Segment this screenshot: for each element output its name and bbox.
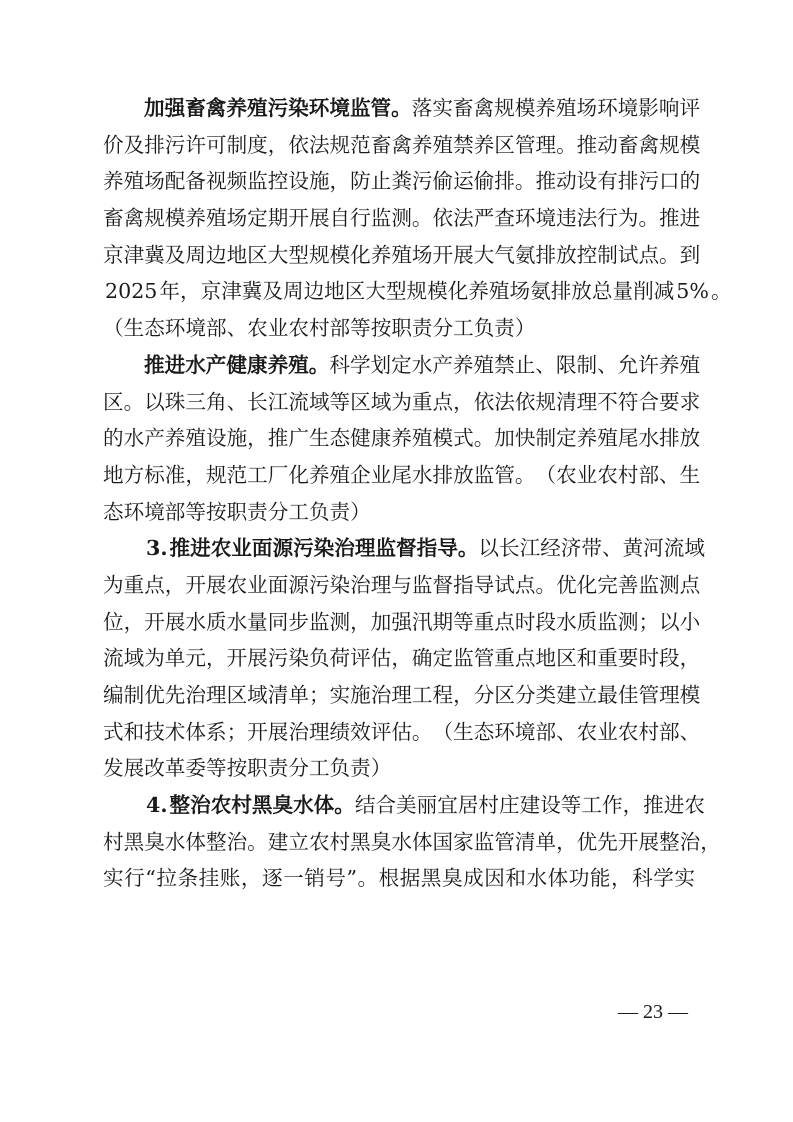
text-line: 畜 禽 规 模 养 殖 场 定 期 开 展 自 行 监 测 。 依 法 严 查 环 境 违 法 行 为 。 推 进 [103, 206, 701, 231]
text-line: 态 环 境 部 等 按 职 责 分 工 负 责 ） [103, 499, 371, 524]
text-line: 3. 推 进 农 业 面 源 污 染 治 理 监 督 指 导 。 以 长 江 经 济 带 、 黄 河 流 域 [146, 536, 705, 561]
text-line: 的 水 产 养 殖 设 施 ， 推 广 生 态 健 康 养 殖 模 式 。 加 快 制 定 养 殖 尾 水 排 放 [103, 426, 701, 451]
text-line: 4. 整 治 农 村 黑 臭 水 体 。 结 合 美 丽 宜 居 村 庄 建 设 等 工 作 ， 推 进 农 [146, 793, 705, 818]
text-line: 京 津 冀 及 周 边 地 区 大 型 规 模 化 养 殖 场 开 展 大 气 氨 排 放 控 制 试 点 。 到 [103, 242, 701, 267]
document-body [103, 90, 732, 897]
text-line: 式 和 技 术 体 系 ； 开 展 治 理 绩 效 评 估 。 （ 生 态 环 境 部 、 农 业 农 村 部 、 [103, 719, 701, 744]
text-line: 村 黑 臭 水 体 整 治 。 建 立 农 村 黑 臭 水 体 国 家 监 管 清 单 ， 优 先 开 展 整 治 ， [103, 829, 721, 854]
text-line: 价 及 排 污 许 可 制 度 ， 依 法 规 范 畜 禽 养 殖 禁 养 区 管 理 。 推 动 畜 禽 规 模 [103, 132, 701, 157]
text-line: 养 殖 场 配 备 视 频 监 控 设 施 ， 防 止 粪 污 偷 运 偷 排 。 推 动 设 有 排 污 口 的 [103, 169, 701, 194]
text-line: 推 进 水 产 健 康 养 殖 。 科 学 划 定 水 产 养 殖 禁 止 、 限 制 、 允 许 养 殖 [144, 352, 701, 377]
text-line: 区 。 以 珠 三 角 、 长 江 流 域 等 区 域 为 重 点 ， 依 法 依 规 清 理 不 符 合 要 求 [103, 389, 701, 414]
text-line: 加 强 畜 禽 养 殖 污 染 环 境 监 管 。 落 实 畜 禽 规 模 养 殖 场 环 境 影 响 评 [144, 96, 701, 120]
text-line: （ 生 态 环 境 部 、 农 业 农 村 部 等 按 职 责 分 工 负 责 ） [103, 316, 536, 341]
text-line: 为 重 点 ， 开 展 农 业 面 源 污 染 治 理 与 监 督 指 导 试 点 。 优 化 完 善 监 测 点 [103, 572, 701, 597]
text-line: 发 展 改 革 委 等 按 职 责 分 工 负 责 ） [103, 756, 392, 781]
text-line: 2025 年 ， 京 津 冀 及 周 边 地 区 大 型 规 模 化 养 殖 场 氨 排 放 总 量 削 减 5% 。 [105, 279, 732, 304]
text-line: 位 ， 开 展 水 质 水 量 同 步 监 测 ， 加 强 汛 期 等 重 点 时 段 水 质 监 测 ； 以 小 [103, 609, 701, 634]
text-line: 实 行 “ 拉 条 挂 账 ， 逐 一 销 号 ” 。 根 据 黑 臭 成 因 和 水 体 功 能 ， 科 学 实 [103, 866, 695, 891]
text-line: 地 方 标 准 ， 规 范 工 厂 化 养 殖 企 业 尾 水 排 放 监 管 。 （ 农 业 农 村 部 、 生 [103, 462, 701, 487]
text-line: 编 制 优 先 治 理 区 域 清 单 ； 实 施 治 理 工 程 ， 分 区 分 类 建 立 最 佳 管 理 模 [103, 683, 701, 707]
text-line: 流 域 为 单 元 ， 开 展 污 染 负 荷 评 估 ， 确 定 监 管 重 点 地 区 和 重 要 时 段 ， [103, 646, 701, 671]
page-number: — 23 — [618, 1001, 688, 1023]
